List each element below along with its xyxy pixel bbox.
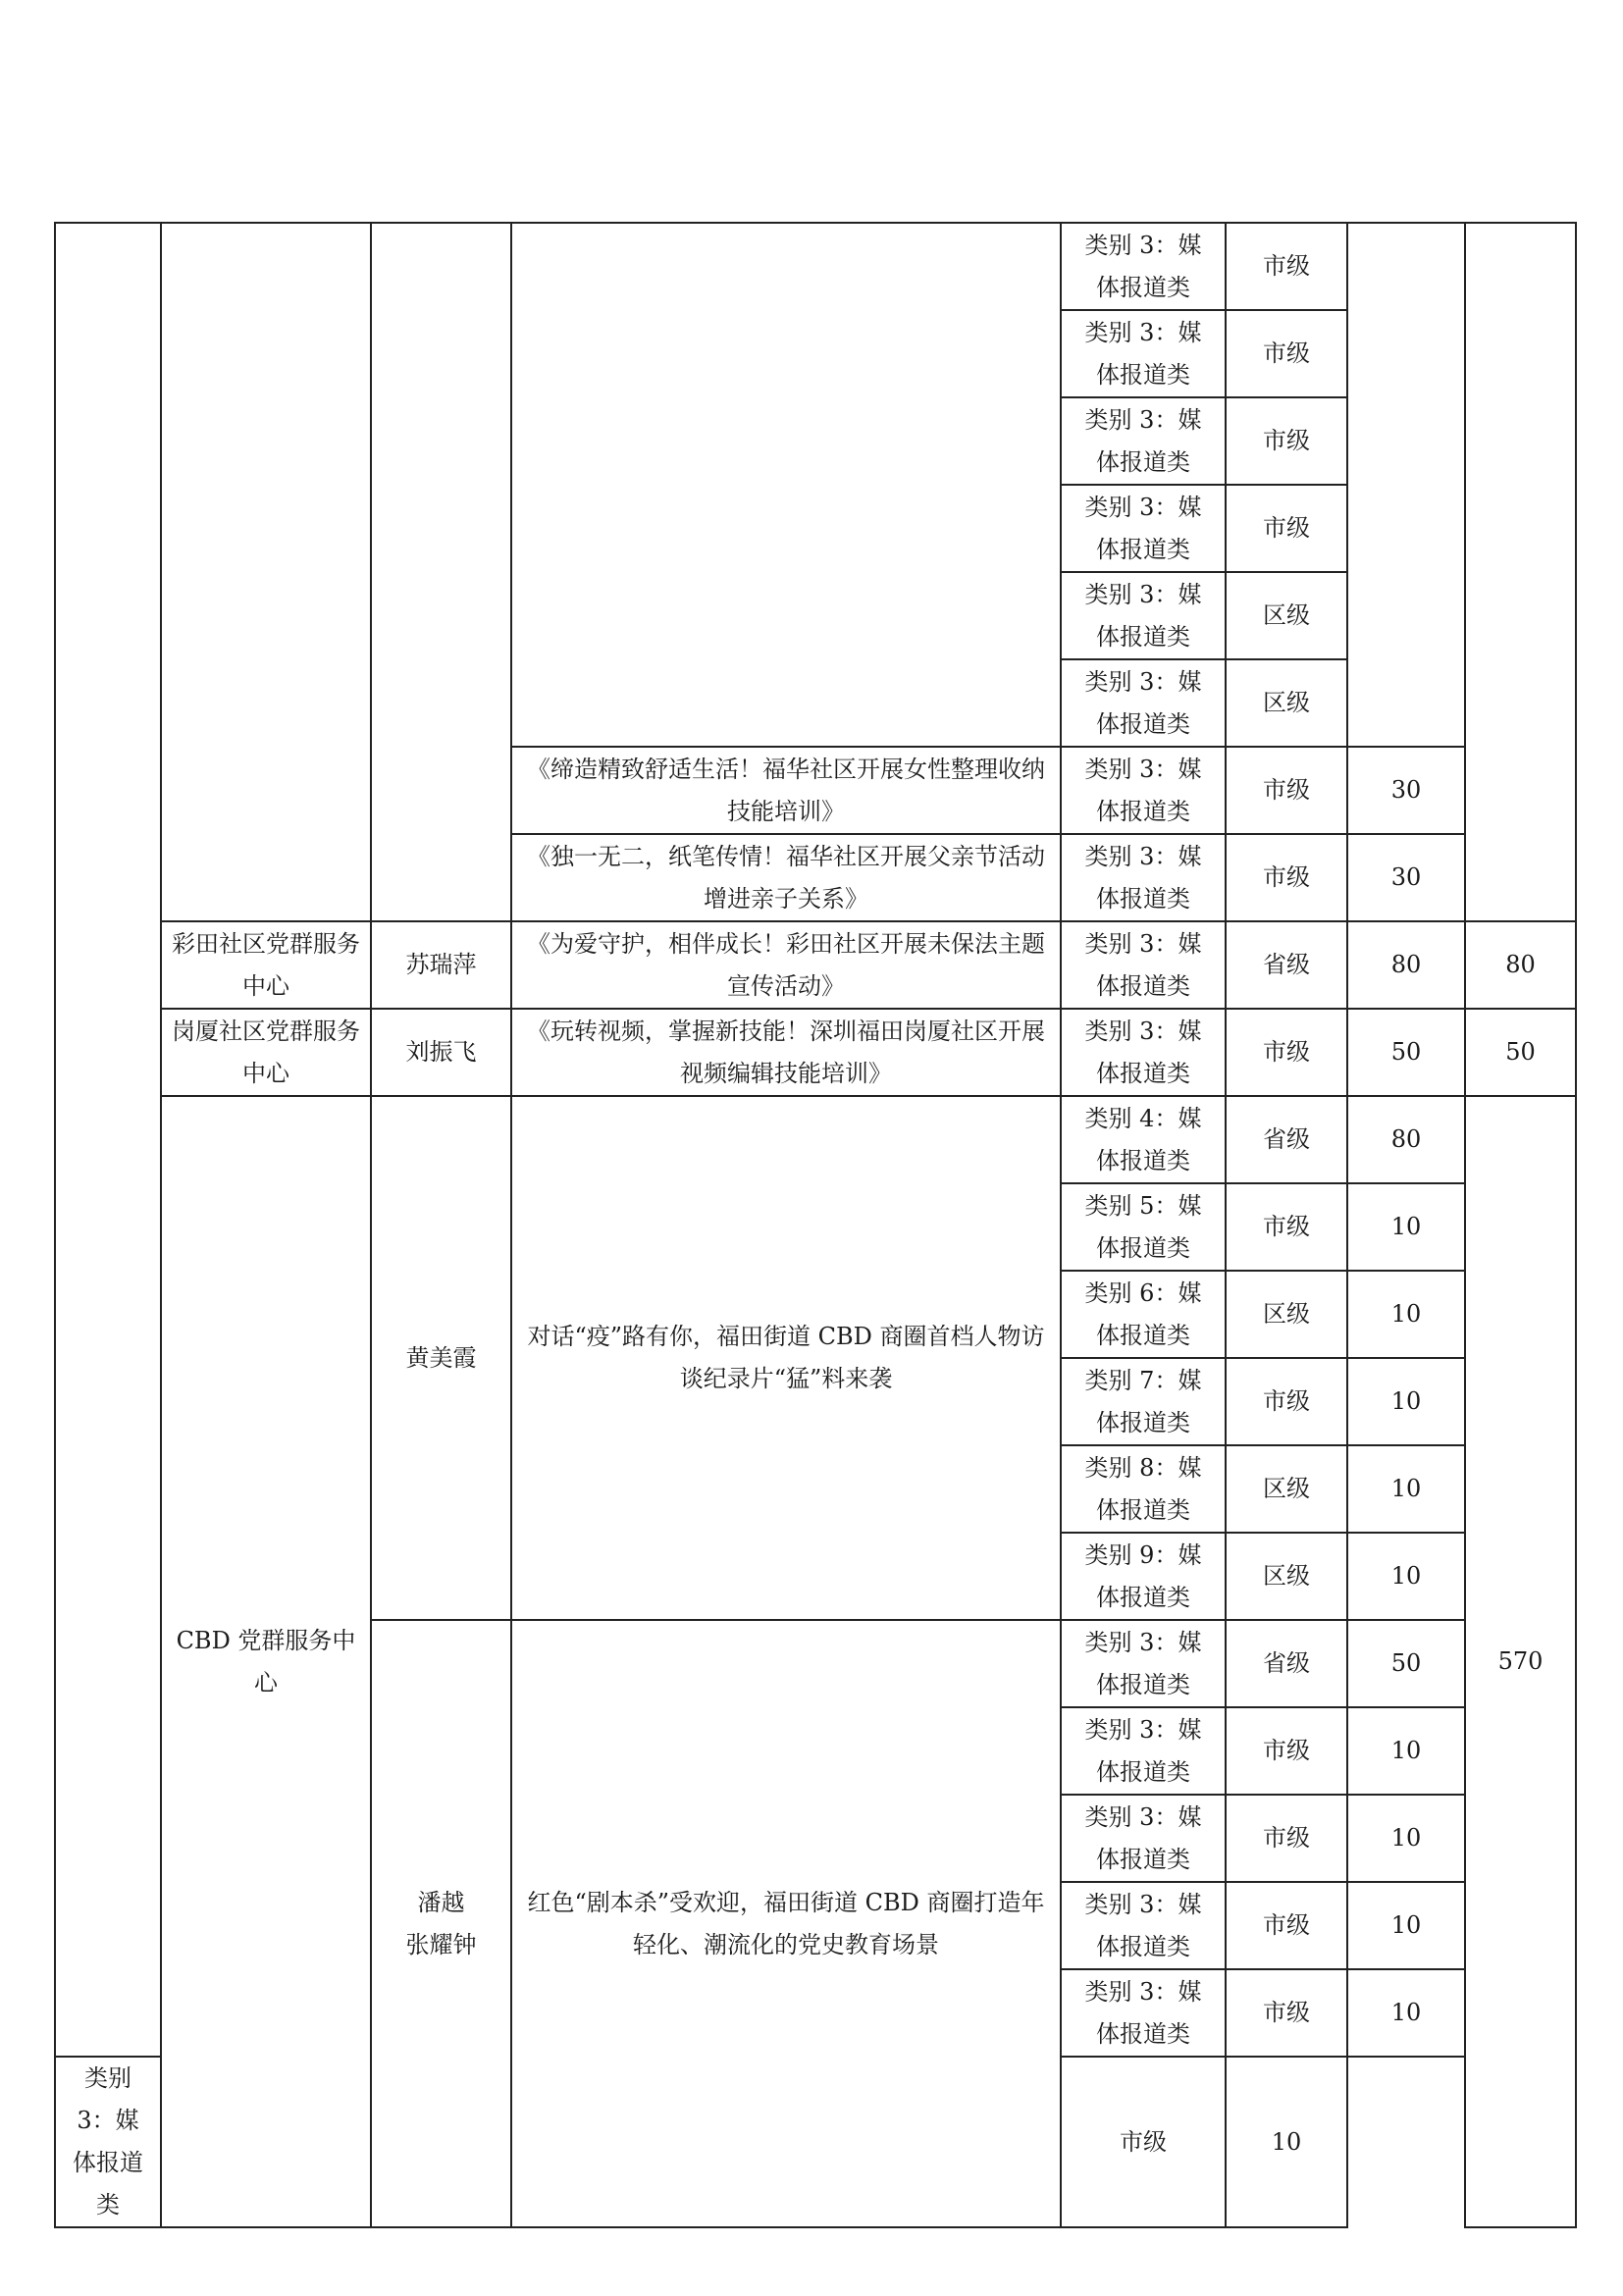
table-row (55, 1096, 1576, 1183)
level-cell: 市级 (1226, 397, 1347, 485)
person-cell (371, 223, 511, 921)
award-table (54, 222, 1577, 2228)
level-cell: 区级 (1226, 572, 1347, 659)
title-cell: 对话“疫”路有你，福田街道 CBD 商圈首档人物访谈纪录片“猛”料来袭 (511, 1096, 1061, 1620)
level-cell: 市级 (1226, 1009, 1347, 1096)
score-cell: 10 (1347, 1271, 1465, 1358)
level-cell: 省级 (1226, 1096, 1347, 1183)
table-body (55, 223, 1576, 2227)
category-cell: 类别 3：媒 体报道类 (1061, 572, 1226, 659)
level-cell: 省级 (1226, 1620, 1347, 1707)
score-cell: 10 (1226, 2057, 1347, 2227)
category-cell: 类别 3：媒 体报道类 (1061, 1795, 1226, 1882)
score-cell: 80 (1347, 1096, 1465, 1183)
score-cell: 10 (1347, 1358, 1465, 1445)
level-cell: 区级 (1226, 1445, 1347, 1533)
category-cell: 类别 3：媒 体报道类 (1061, 397, 1226, 485)
score-cell: 30 (1347, 834, 1465, 921)
level-cell: 市级 (1226, 1707, 1347, 1795)
title-cell: 《独一无二，纸笔传情！福华社区开展父亲节活动增进亲子关系》 (511, 834, 1061, 921)
category-cell: 类别 3：媒 体报道类 (1061, 223, 1226, 310)
score-cell: 30 (1347, 747, 1465, 834)
score-cell (1347, 223, 1465, 747)
category-cell: 类别 3：媒 体报道类 (1061, 747, 1226, 834)
category-cell: 类别 3：媒 体报道类 (1061, 834, 1226, 921)
score-cell: 10 (1347, 1445, 1465, 1533)
person-cell: 黄美霞 (371, 1096, 511, 1620)
table-row (55, 1009, 1576, 1096)
score-cell: 10 (1347, 1969, 1465, 2057)
level-cell: 市级 (1226, 1882, 1347, 1969)
category-cell: 类别 6：媒 体报道类 (1061, 1271, 1226, 1358)
unit-cell: CBD 党群服务中心 (161, 1096, 371, 2227)
unit-cell: 岗厦社区党群服务中心 (161, 1009, 371, 1096)
table-row (55, 921, 1576, 1009)
title-cell: 《玩转视频，掌握新技能！深圳福田岗厦社区开展视频编辑技能培训》 (511, 1009, 1061, 1096)
level-cell: 市级 (1226, 834, 1347, 921)
score-cell: 10 (1347, 1795, 1465, 1882)
category-cell: 类别 3：媒 体报道类 (1061, 310, 1226, 397)
score-cell: 10 (1347, 1533, 1465, 1620)
category-cell: 类别 3：媒 体报道类 (1061, 1009, 1226, 1096)
category-cell: 类别 7：媒 体报道类 (1061, 1358, 1226, 1445)
level-cell: 市级 (1226, 1183, 1347, 1271)
level-cell: 市级 (1226, 310, 1347, 397)
unit-cell: 彩田社区党群服务中心 (161, 921, 371, 1009)
category-cell: 类别 5：媒 体报道类 (1061, 1183, 1226, 1271)
score-cell: 50 (1347, 1620, 1465, 1707)
title-cell: 《缔造精致舒适生活！福华社区开展女性整理收纳技能培训》 (511, 747, 1061, 834)
unit-cell (161, 223, 371, 921)
category-cell: 类别 3：媒 体报道类 (1061, 1620, 1226, 1707)
total-cell: 50 (1465, 1009, 1576, 1096)
score-cell: 10 (1347, 1707, 1465, 1795)
person-cell: 苏瑞萍 (371, 921, 511, 1009)
category-cell: 类别 3：媒 体报道类 (1061, 1969, 1226, 2057)
score-cell: 50 (1347, 1009, 1465, 1096)
level-cell: 市级 (1226, 223, 1347, 310)
level-cell: 市级 (1226, 1969, 1347, 2057)
category-cell: 类别 3：媒 体报道类 (55, 2057, 161, 2227)
category-cell: 类别 9：媒 体报道类 (1061, 1533, 1226, 1620)
total-cell: 570 (1465, 1096, 1576, 2227)
score-cell: 80 (1347, 921, 1465, 1009)
level-cell: 市级 (1226, 1358, 1347, 1445)
person-cell: 潘越 张耀钟 (371, 1620, 511, 2227)
score-cell: 10 (1347, 1183, 1465, 1271)
level-cell: 区级 (1226, 1271, 1347, 1358)
level-cell: 区级 (1226, 1533, 1347, 1620)
total-cell: 80 (1465, 921, 1576, 1009)
category-cell: 类别 3：媒 体报道类 (1061, 1882, 1226, 1969)
level-cell: 区级 (1226, 659, 1347, 747)
level-cell: 市级 (1226, 747, 1347, 834)
category-cell: 类别 3：媒 体报道类 (1061, 921, 1226, 1009)
category-cell: 类别 3：媒 体报道类 (1061, 1707, 1226, 1795)
table-row (55, 223, 1576, 310)
title-cell: 《为爱守护，相伴成长！彩田社区开展未保法主题宣传活动》 (511, 921, 1061, 1009)
level-cell: 市级 (1061, 2057, 1226, 2227)
category-cell: 类别 3：媒 体报道类 (1061, 485, 1226, 572)
index-cell (55, 223, 161, 2057)
category-cell: 类别 4：媒 体报道类 (1061, 1096, 1226, 1183)
category-cell: 类别 8：媒 体报道类 (1061, 1445, 1226, 1533)
person-cell: 刘振飞 (371, 1009, 511, 1096)
total-cell (1465, 223, 1576, 921)
title-cell (511, 223, 1061, 747)
level-cell: 省级 (1226, 921, 1347, 1009)
score-cell: 10 (1347, 1882, 1465, 1969)
level-cell: 市级 (1226, 485, 1347, 572)
category-cell: 类别 3：媒 体报道类 (1061, 659, 1226, 747)
title-cell: 红色“剧本杀”受欢迎，福田街道 CBD 商圈打造年轻化、潮流化的党史教育场景 (511, 1620, 1061, 2227)
level-cell: 市级 (1226, 1795, 1347, 1882)
